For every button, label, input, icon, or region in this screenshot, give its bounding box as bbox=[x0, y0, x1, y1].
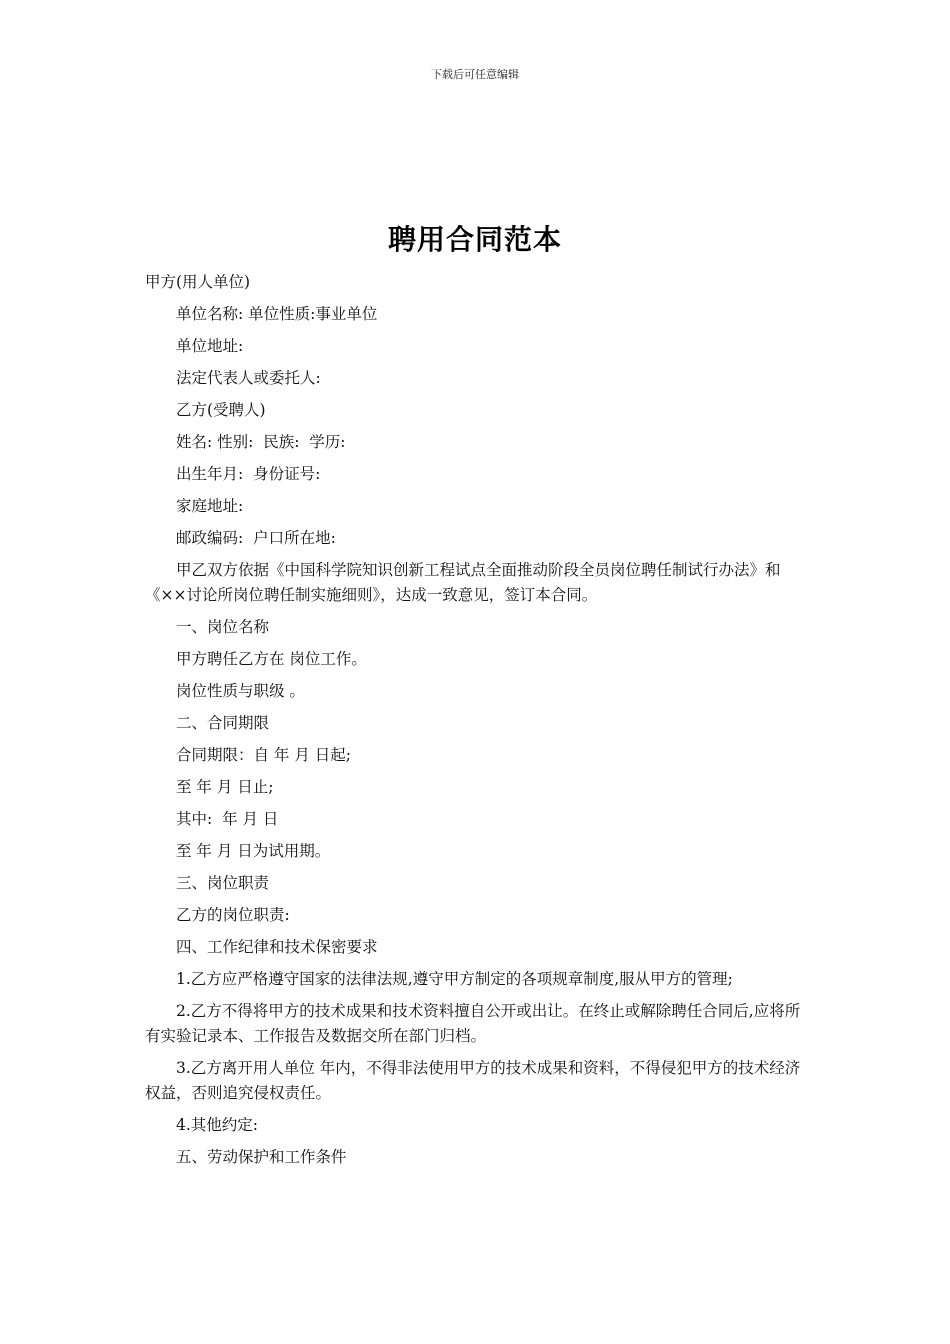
paragraph: 五、劳动保护和工作条件 bbox=[176, 1148, 347, 1166]
paragraph: 一、岗位名称 bbox=[176, 618, 270, 636]
document-body bbox=[145, 270, 805, 1177]
paragraph: 二、合同期限 bbox=[176, 714, 270, 732]
paragraph: 岗位性质与职级 。 bbox=[176, 682, 305, 700]
paragraph: 合同期限：自 年 月 日起; bbox=[176, 746, 352, 764]
paragraph: 2.乙方不得将甲方的技术成果和技术资料擅自公开或出让。在终止或解除聘任合同后,应将所有实验记录本、工作报告及数据交所在部门归档。 bbox=[145, 1002, 801, 1045]
paragraph: 三、岗位职责 bbox=[176, 874, 270, 892]
paragraph: 家庭地址: bbox=[176, 497, 244, 515]
paragraph: 出生年月: 身份证号: bbox=[176, 465, 321, 483]
paragraph: 至 年 月 日止; bbox=[176, 778, 274, 796]
page-header-note: 下载后可任意编辑 bbox=[431, 68, 519, 81]
paragraph: 法定代表人或委托人: bbox=[176, 369, 321, 387]
paragraph: 单位名称: 单位性质:事业单位 bbox=[176, 305, 378, 323]
paragraph: 其中: 年 月 日 bbox=[176, 810, 279, 828]
paragraph: 3.乙方离开用人单位 年内，不得非法使用甲方的技术成果和资料，不得侵犯甲方的技术经济权益，否则追究侵权责任。 bbox=[145, 1059, 801, 1102]
document-title: 聘用合同范本 bbox=[387, 223, 562, 256]
paragraph: 四、工作纪律和技术保密要求 bbox=[176, 938, 378, 956]
paragraph: 4.其他约定: bbox=[176, 1116, 259, 1134]
paragraph: 至 年 月 日为试用期。 bbox=[176, 842, 331, 860]
paragraph: 甲方聘任乙方在 岗位工作。 bbox=[176, 650, 367, 668]
paragraph: 甲方(用人单位) bbox=[145, 273, 251, 291]
paragraph: 甲乙双方依据《中国科学院知识创新工程试点全面推动阶段全员岗位聘任制试行办法》和《××讨论所岗位聘任制实施细则》，达成一致意见，签订本合同。 bbox=[145, 561, 781, 604]
paragraph: 乙方的岗位职责: bbox=[176, 906, 290, 924]
paragraph: 单位地址: bbox=[176, 337, 244, 355]
paragraph: 邮政编码: 户口所在地: bbox=[176, 529, 336, 547]
paragraph: 姓名: 性别: 民族: 学历: bbox=[176, 433, 346, 451]
paragraph: 1.乙方应严格遵守国家的法律法规,遵守甲方制定的各项规章制度,服从甲方的管理; bbox=[176, 970, 733, 988]
paragraph: 乙方(受聘人) bbox=[176, 401, 266, 419]
